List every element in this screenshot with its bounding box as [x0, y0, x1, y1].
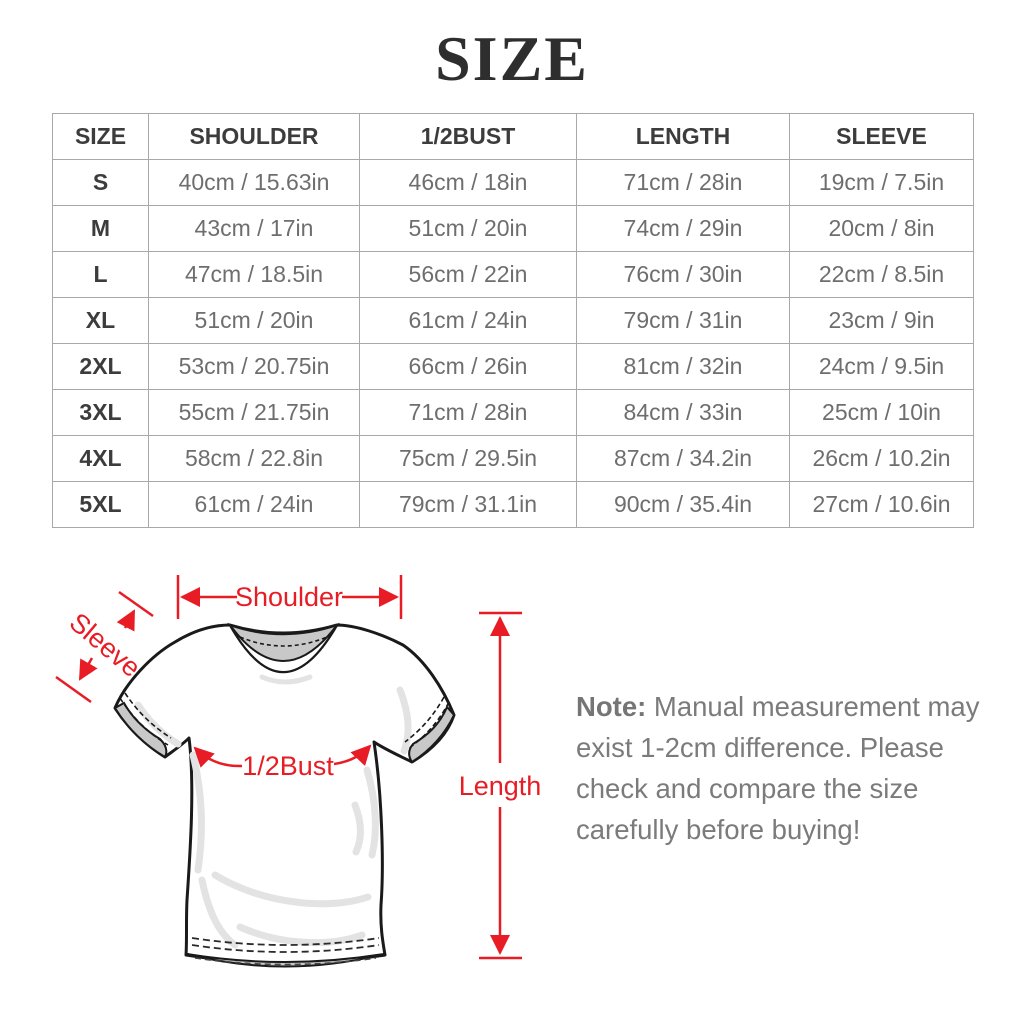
row-5xl-size: 5XL [53, 482, 149, 528]
row-5xl-length: 90cm / 35.4in [577, 482, 790, 528]
row-l-shoulder: 47cm / 18.5in [149, 252, 360, 298]
table-row [53, 252, 974, 298]
hem-stitch [192, 945, 379, 952]
row-m-bust: 51cm / 20in [360, 206, 577, 252]
table-row [53, 206, 974, 252]
header-length: LENGTH [577, 114, 790, 160]
row-l-bust: 56cm / 22in [360, 252, 577, 298]
row-xl-size: XL [53, 298, 149, 344]
row-xl-shoulder: 51cm / 20in [149, 298, 360, 344]
row-4xl-bust: 75cm / 29.5in [360, 436, 577, 482]
row-3xl-bust: 71cm / 28in [360, 390, 577, 436]
row-5xl-shoulder: 61cm / 24in [149, 482, 360, 528]
sleeve-arrow-down [80, 658, 92, 679]
row-m-size: M [53, 206, 149, 252]
note-line [576, 686, 996, 727]
note-line-3: check and compare the size [576, 773, 919, 804]
table-row [53, 160, 974, 206]
row-2xl-size: 2XL [53, 344, 149, 390]
wrinkle [400, 690, 408, 751]
row-5xl-sleeve: 27cm / 10.6in [790, 482, 974, 528]
row-xl-bust: 61cm / 24in [360, 298, 577, 344]
bust-arrow-right [334, 746, 370, 764]
row-5xl-bust: 79cm / 31.1in [360, 482, 577, 528]
table-row [53, 436, 974, 482]
note-line-1: Manual measurement may [653, 691, 980, 722]
note-line-4: carefully before buying! [576, 814, 861, 845]
sleeve-label: Sleeve [63, 606, 147, 684]
row-s-shoulder: 40cm / 15.63in [149, 160, 360, 206]
row-3xl-size: 3XL [53, 390, 149, 436]
bust-dimension [195, 746, 370, 781]
row-2xl-length: 81cm / 32in [577, 344, 790, 390]
sleeve-tick-bottom [56, 677, 91, 702]
page-title: SIZE [435, 23, 589, 94]
row-4xl-sleeve: 26cm / 10.2in [790, 436, 974, 482]
row-m-shoulder: 43cm / 17in [149, 206, 360, 252]
row-s-bust: 46cm / 18in [360, 160, 577, 206]
tshirt-drawing [115, 625, 454, 967]
tshirt-measurement-diagram [30, 555, 580, 1015]
row-3xl-shoulder: 55cm / 21.75in [149, 390, 360, 436]
shoulder-dimension [178, 575, 401, 619]
row-xl-sleeve: 23cm / 9in [790, 298, 974, 344]
row-l-length: 76cm / 30in [577, 252, 790, 298]
header-shoulder: SHOULDER [149, 114, 360, 160]
wrinkle [202, 880, 235, 945]
bust-label: 1/2Bust [242, 751, 334, 781]
wrinkle [193, 755, 201, 870]
wrinkle [262, 677, 310, 682]
note-label: Note: [576, 691, 647, 722]
bust-arrow-left [195, 748, 242, 766]
row-2xl-shoulder: 53cm / 20.75in [149, 344, 360, 390]
row-m-sleeve: 20cm / 8in [790, 206, 974, 252]
row-s-size: S [53, 160, 149, 206]
row-s-length: 71cm / 28in [577, 160, 790, 206]
tshirt-outline [115, 625, 454, 963]
header-sleeve: SLEEVE [790, 114, 974, 160]
row-2xl-bust: 66cm / 26in [360, 344, 577, 390]
table-row [53, 390, 974, 436]
shoulder-label: Shoulder [234, 582, 344, 612]
header-size: SIZE [53, 114, 149, 160]
row-4xl-length: 87cm / 34.2in [577, 436, 790, 482]
table-header-row [53, 114, 974, 160]
row-2xl-sleeve: 24cm / 9.5in [790, 344, 974, 390]
table-row [53, 344, 974, 390]
sleeve-arrow-up [125, 611, 134, 628]
right-cuff [409, 707, 454, 762]
row-3xl-sleeve: 25cm / 10in [790, 390, 974, 436]
note-text [576, 686, 996, 850]
table-row [53, 482, 974, 528]
row-4xl-shoulder: 58cm / 22.8in [149, 436, 360, 482]
length-label: Length [458, 771, 542, 801]
wrinkle [355, 805, 360, 852]
row-l-sleeve: 22cm / 8.5in [790, 252, 974, 298]
wrinkle [215, 875, 368, 904]
row-m-length: 74cm / 29in [577, 206, 790, 252]
row-xl-length: 79cm / 31in [577, 298, 790, 344]
note-line-2: exist 1-2cm difference. Please [576, 732, 944, 763]
wrinkle [367, 770, 375, 855]
sleeve-dimension [56, 592, 153, 702]
row-s-sleeve: 19cm / 7.5in [790, 160, 974, 206]
table-row [53, 298, 974, 344]
row-4xl-size: 4XL [53, 436, 149, 482]
row-l-size: L [53, 252, 149, 298]
size-table [52, 113, 974, 528]
row-3xl-length: 84cm / 33in [577, 390, 790, 436]
wrinkle [240, 927, 362, 943]
sleeve-tick-top [119, 592, 153, 616]
header-bust: 1/2BUST [360, 114, 577, 160]
length-dimension [459, 613, 542, 958]
